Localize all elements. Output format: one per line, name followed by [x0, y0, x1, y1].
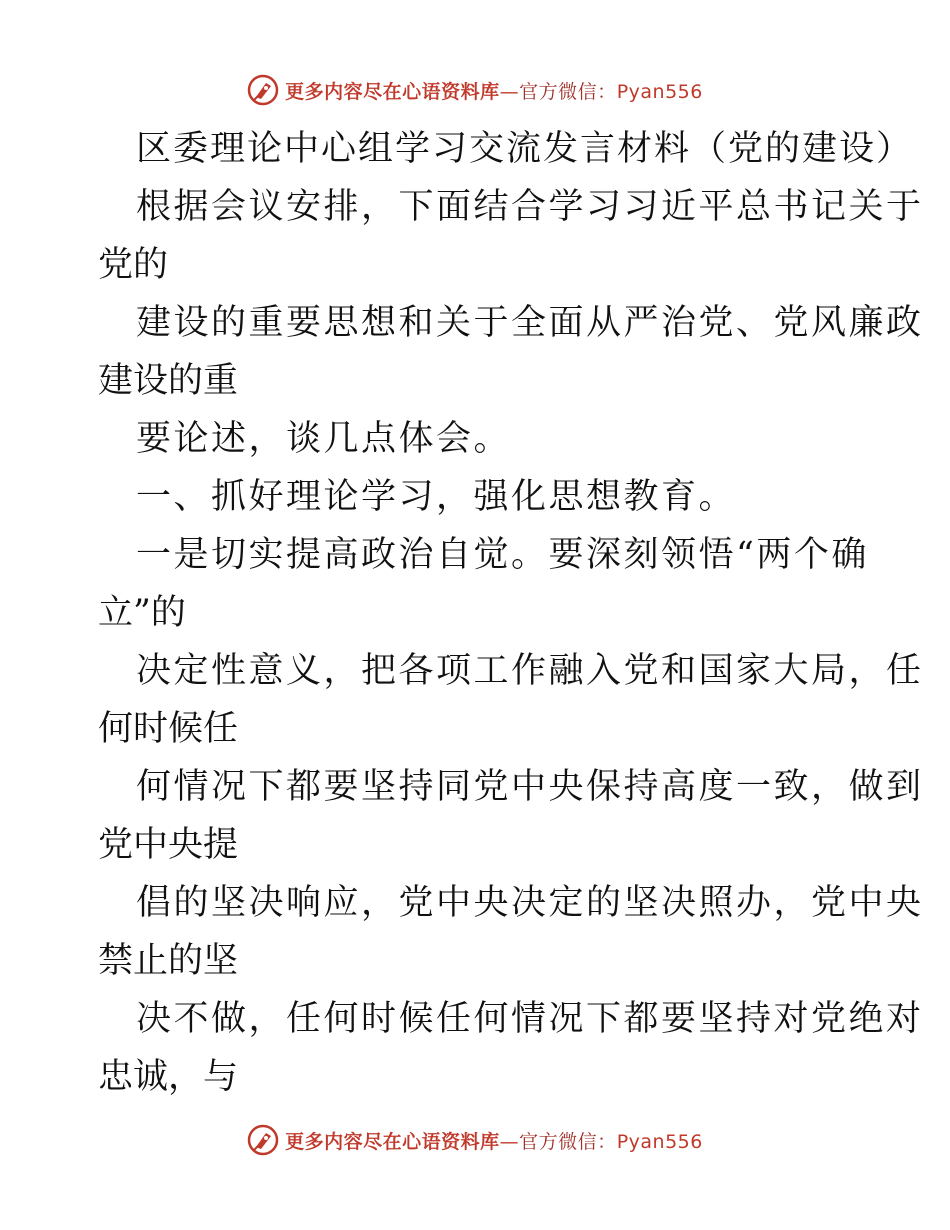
footer-banner-separator: —: [499, 1130, 520, 1153]
header-banner-sub: 官方微信：: [519, 80, 617, 103]
paragraph-line: 建设的重: [98, 361, 239, 401]
paragraph-line: 何时候任: [98, 709, 239, 749]
paragraph-line: 忠诚，与: [98, 1057, 239, 1097]
paragraph-line: 要论述，谈几点体会。: [136, 419, 512, 459]
pen-nib-logo-icon: [247, 74, 279, 106]
footer-watermark-banner: [0, 1120, 950, 1160]
paragraph-line: 倡的坚决响应，党中央决定的坚决照办，党中央: [136, 883, 924, 923]
paragraph-line: 建设的重要思想和关于全面从严治党、党风廉政: [136, 303, 924, 343]
paragraph-line: 决不做，任何时候任何情况下都要坚持对党绝对: [136, 999, 924, 1039]
section-heading: 一、抓好理论学习，强化思想教育。: [136, 477, 737, 517]
footer-banner-sub: 官方微信：: [519, 1130, 617, 1153]
paragraph-line: 党的: [98, 245, 169, 285]
paragraph-line: 何情况下都要坚持同党中央保持高度一致，做到: [136, 767, 924, 807]
header-banner-main: 更多内容尽在心语资料库: [285, 80, 500, 103]
header-banner-account-id: Pyan556: [616, 80, 703, 103]
document-title: 区委理论中心组学习交流发言材料（党的建设）: [136, 129, 914, 169]
header-banner-separator: —: [499, 80, 520, 103]
paragraph-line: 党中央提: [98, 825, 239, 865]
pen-nib-logo-icon: [247, 1124, 279, 1156]
paragraph-line: 决定性意义，把各项工作融入党和国家大局，任: [136, 651, 924, 691]
footer-banner-main: 更多内容尽在心语资料库: [285, 1130, 500, 1153]
document-body: [98, 120, 924, 1106]
footer-banner-text: [285, 1127, 703, 1154]
paragraph-line: 一是切实提高政治自觉。要深刻领悟“两个确: [136, 535, 869, 575]
footer-banner-account-id: Pyan556: [616, 1130, 703, 1153]
paragraph-line: 禁止的坚: [98, 941, 239, 981]
paragraph-line: 根据会议安排，下面结合学习习近平总书记关于: [136, 187, 924, 227]
header-banner-text: [285, 77, 703, 104]
header-watermark-banner: [0, 70, 950, 110]
paragraph-line: 立”的: [98, 593, 186, 633]
